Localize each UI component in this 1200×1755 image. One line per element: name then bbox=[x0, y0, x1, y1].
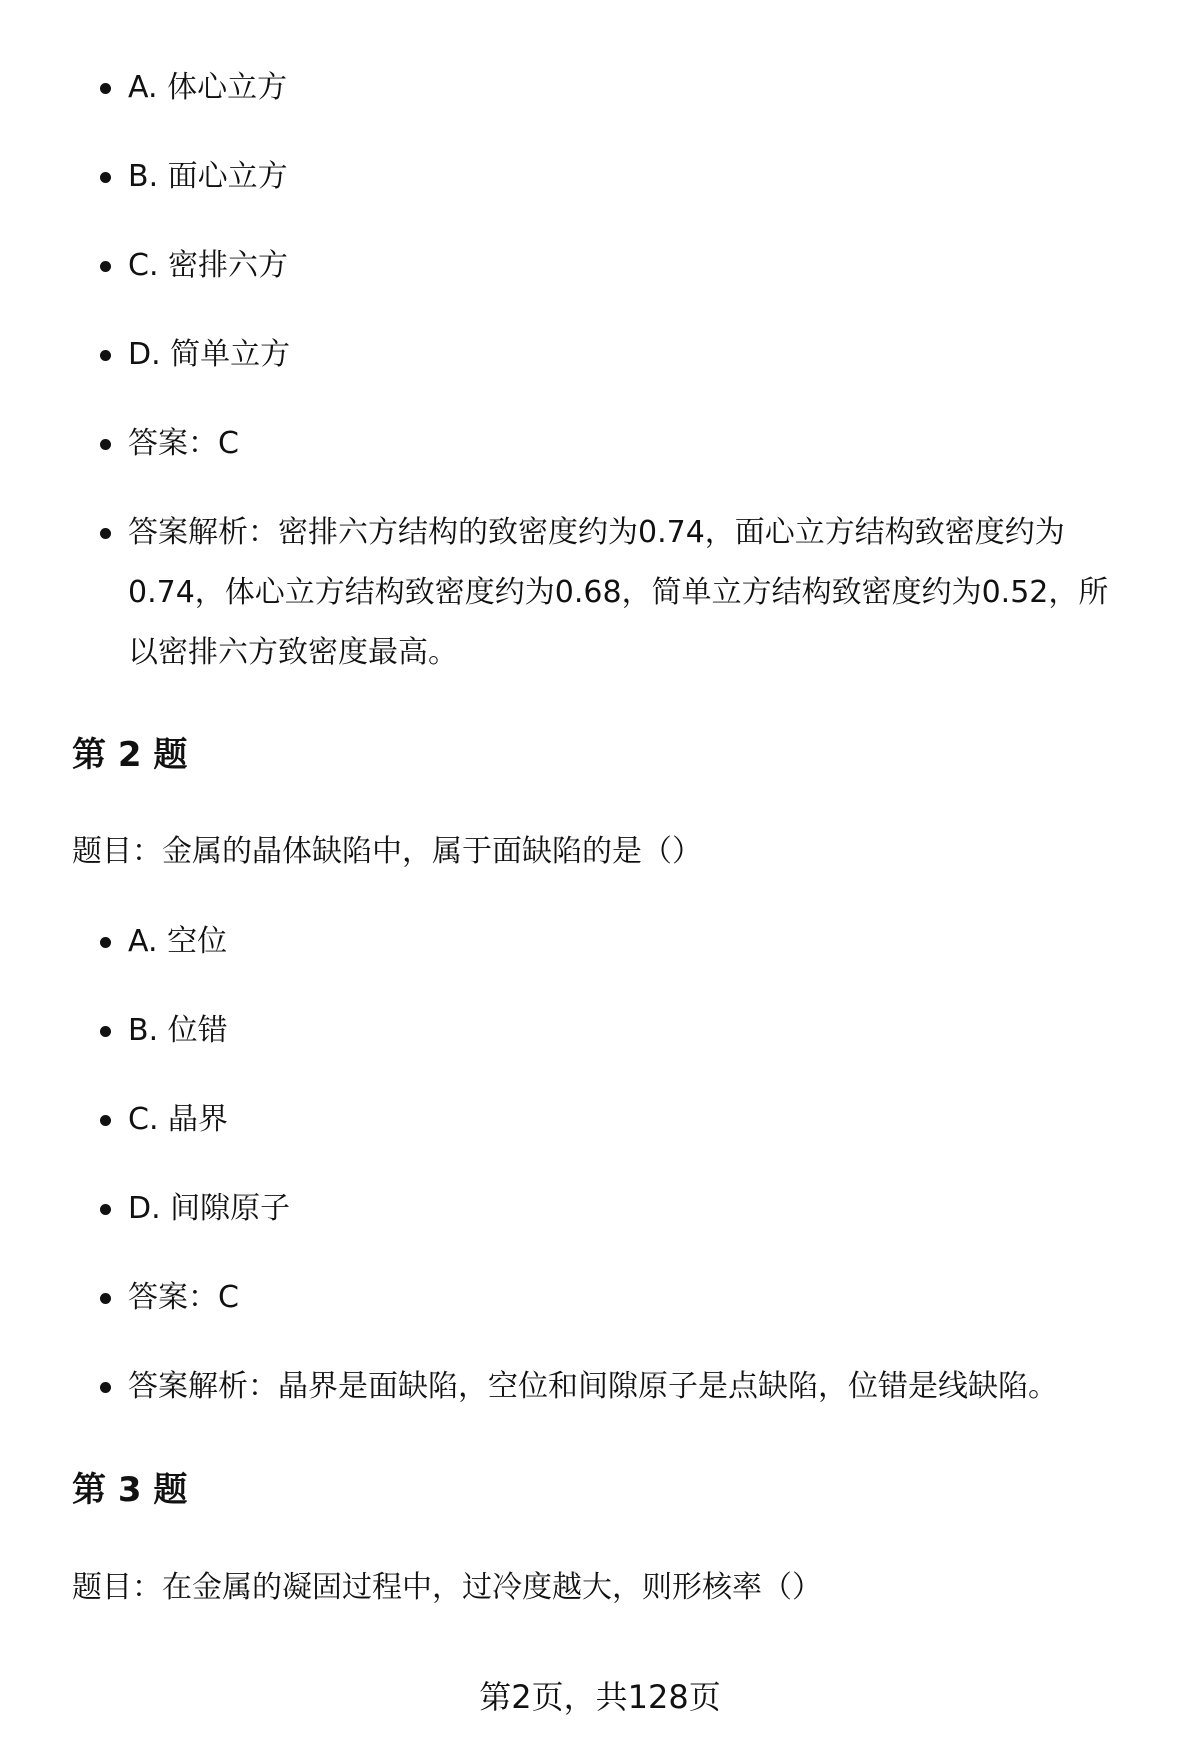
q1-option-a: A. 体心立方 bbox=[128, 58, 1138, 118]
q2-option-d: D. 间隙原子 bbox=[128, 1179, 1138, 1239]
q2-heading: 第 2 题 bbox=[72, 735, 188, 775]
q2-answer: 答案：C bbox=[128, 1268, 1138, 1328]
q1-option-c: C. 密排六方 bbox=[128, 236, 1138, 296]
page-number: 第2页，共128页 bbox=[479, 1678, 721, 1716]
q1-option-b: B. 面心立方 bbox=[128, 147, 1138, 207]
q2-option-b: B. 位错 bbox=[128, 1001, 1138, 1061]
q3-question: 题目：在金属的凝固过程中，过冷度越大，则形核率（） bbox=[72, 1570, 822, 1605]
q1-explanation: 答案解析：密排六方结构的致密度约为0.74，面心立方结构致密度约为0.74，体心立方结构致密度约为0.68，简单立方结构致密度约为0.52，所以密排六方致密度最高。 bbox=[128, 503, 1138, 683]
q1-answer: 答案：C bbox=[128, 414, 1138, 474]
q2-question: 题目：金属的晶体缺陷中，属于面缺陷的是（） bbox=[72, 834, 702, 869]
q2-option-a: A. 空位 bbox=[128, 912, 1138, 972]
q2-explanation: 答案解析：晶界是面缺陷，空位和间隙原子是点缺陷，位错是线缺陷。 bbox=[128, 1357, 1138, 1417]
q2-option-c: C. 晶界 bbox=[128, 1090, 1138, 1150]
q1-option-d: D. 简单立方 bbox=[128, 325, 1138, 385]
q3-heading: 第 3 题 bbox=[72, 1470, 188, 1510]
